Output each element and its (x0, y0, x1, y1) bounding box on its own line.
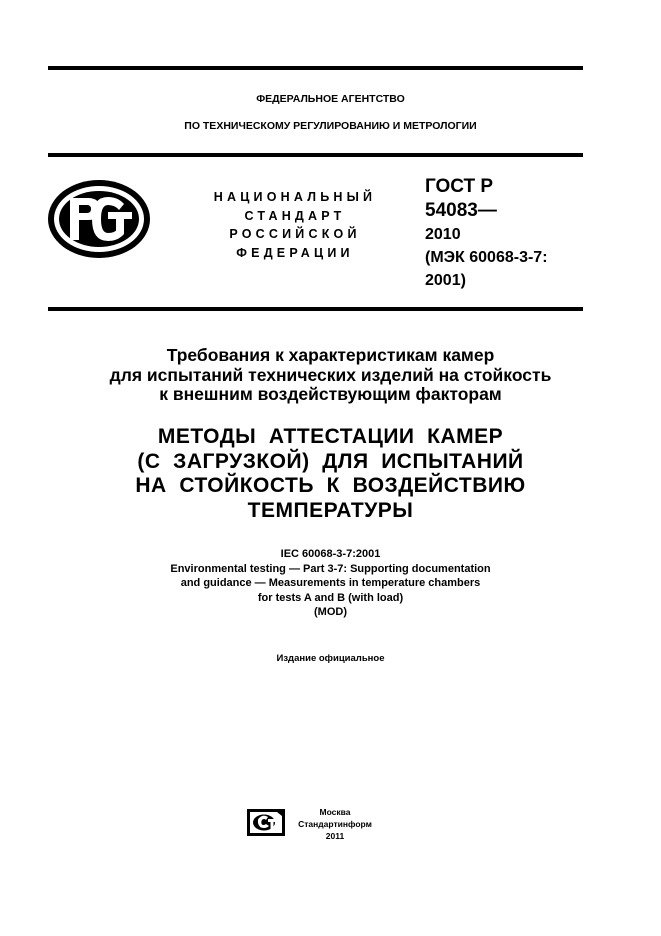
top-rule (48, 66, 583, 70)
specific-title-line3: НА СТОЙКОСТЬ К ВОЗДЕЙСТВИЮ (135, 474, 526, 497)
standard-type-line4: ФЕДЕРАЦИИ (236, 245, 354, 260)
iec-reference-line2: Environmental testing — Part 3-7: Supporting documentation (170, 562, 491, 575)
general-title-line2: для испытаний технических изделий на стойкость (109, 364, 552, 385)
standard-type-line1: НАЦИОНАЛЬНЫЙ (213, 190, 377, 204)
iec-reference-line3: and guidance — Measurements in temperature chambers (180, 577, 481, 589)
designation-line3: 2010 (425, 226, 461, 243)
specific-title (0, 425, 661, 523)
designation-line1: ГОСТ Р (425, 176, 494, 197)
iec-reference-line5: (MOD) (314, 606, 347, 618)
publisher-year: 2011 (325, 831, 345, 841)
publisher-city: Москва (319, 807, 351, 817)
agency-name-line2: ПО ТЕХНИЧЕСКОМУ РЕГУЛИРОВАНИЮ И МЕТРОЛОГИИ (184, 120, 477, 132)
edition-label: Издание официальное (276, 653, 385, 664)
specific-title-line2: (С ЗАГРУЗКОЙ) ДЛЯ ИСПЫТАНИЙ (137, 449, 524, 473)
iec-reference-line4: for tests A and B (with load) (257, 591, 404, 604)
general-title-line1: Требования к характеристикам камер (166, 345, 495, 365)
standard-designation (425, 175, 595, 292)
standartinform-logo-icon (246, 806, 286, 838)
general-title-line3: к внешним воздействующим факторам (159, 384, 502, 404)
general-title (0, 346, 661, 405)
agency-name-line1: ФЕДЕРАЛЬНОЕ АГЕНТСТВО (256, 93, 405, 105)
publisher-info (290, 806, 380, 842)
iec-reference-line1: IEC 60068-3-7:2001 (280, 548, 381, 560)
designation-line4: (МЭК 60068-3-7: (425, 249, 548, 266)
designation-line5: 2001) (425, 272, 466, 289)
header-rule (48, 153, 583, 157)
specific-title-line4: ТЕМПЕРАТУРЫ (247, 498, 414, 522)
standard-type-block (200, 188, 390, 262)
standard-type-line3: РОССИЙСКОЙ (229, 227, 361, 241)
publisher-name: Стандартинформ (298, 819, 372, 829)
designation-rule (48, 307, 583, 311)
specific-title-line1: МЕТОДЫ АТТЕСТАЦИИ КАМЕР (157, 425, 504, 448)
standard-type-line2: СТАНДАРТ (244, 208, 346, 223)
iec-reference (0, 547, 661, 620)
rst-certification-mark-icon (46, 178, 152, 260)
designation-line2: 54083— (425, 200, 497, 221)
